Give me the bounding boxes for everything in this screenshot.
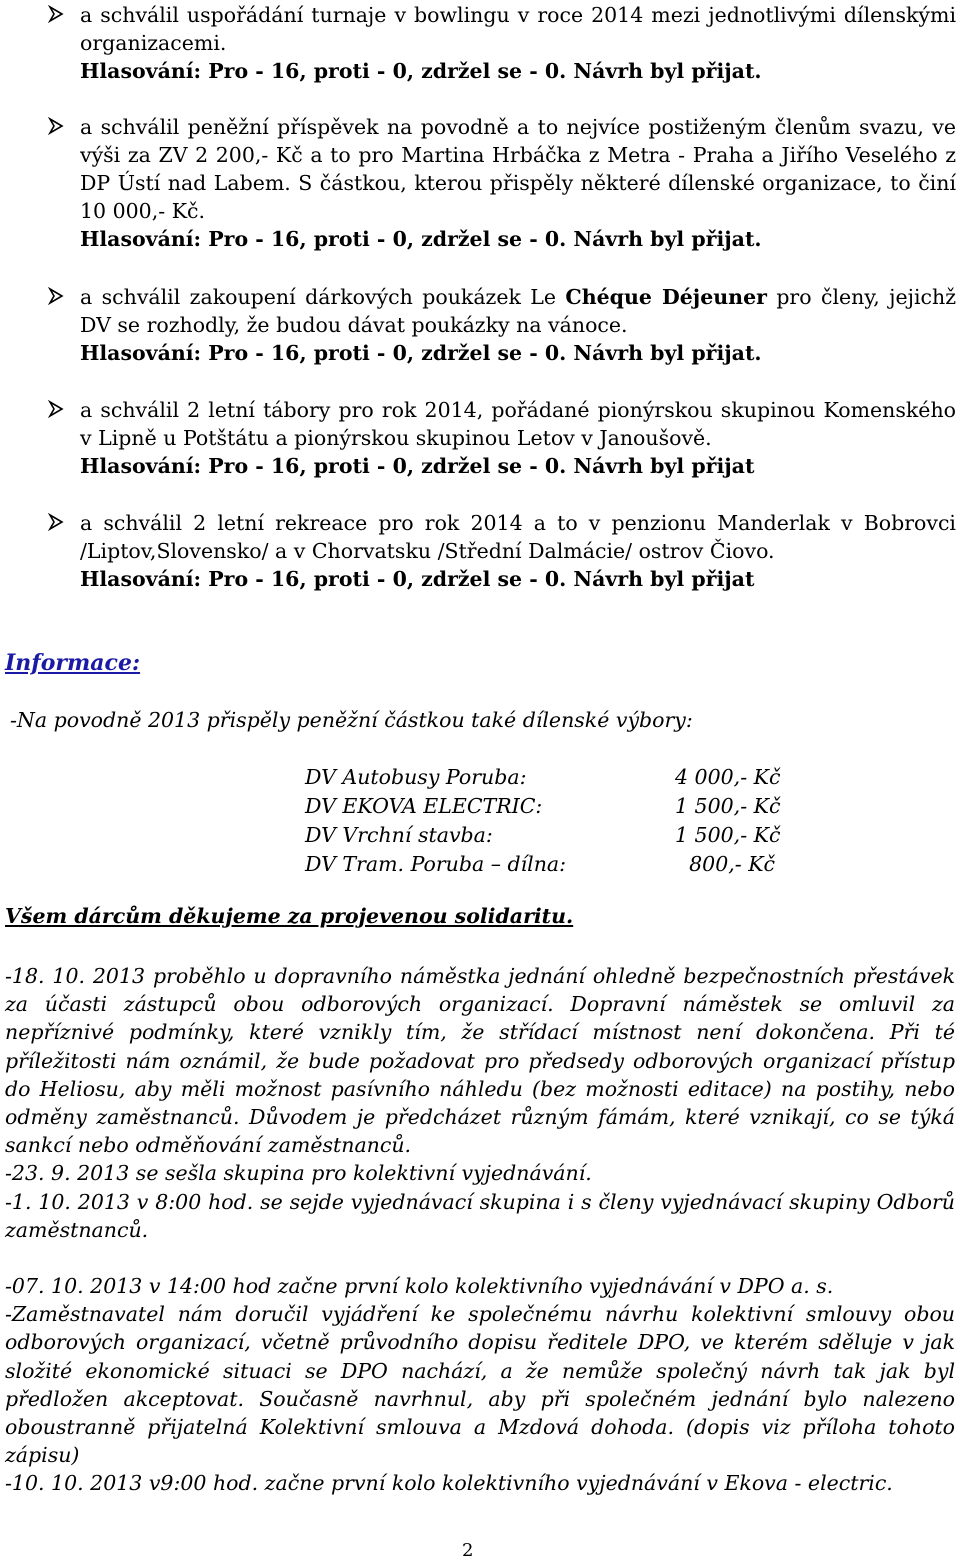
resolution-text: a schválil uspořádání turnaje v bowlingu v roce 2014 mezi jednotlivými dílenskými organizacemi. — [80, 3, 956, 55]
vote-result: Hlasování: Pro - 16, proti - 0, zdržel se - 0. Návrh byl přijat — [80, 454, 755, 478]
resolution-item — [0, 113, 960, 253]
note-paragraph: -23. 9. 2013 se sešla skupina pro kolektivní vyjednávání. — [5, 1161, 592, 1186]
note-paragraph: -10. 10. 2013 v9:00 hod. začne první kolo kolektivního vyjednávání v Ekova - electric. — [5, 1471, 893, 1496]
resolution-text-part: pro členy, jejichž DV se rozhodly, že budou dávat poukázky na vánoce. — [80, 285, 956, 337]
resolution-text-part: a schválil zakoupení dárkových poukázek Le — [80, 285, 566, 309]
donor-name: DV Autobusy Poruba: — [305, 765, 527, 789]
donation-amount: 1 500,- Kč — [675, 794, 781, 818]
resolution-text: a schválil 2 letní rekreace pro rok 2014 a to v penzionu Manderlak v Bobrovci /Liptov,Slovensko/ a v Chorvatsku /Střední Dalmácie/ ostrov Čiovo. — [80, 511, 956, 563]
resolution-text: a schválil peněžní příspěvek na povodně a to nejvíce postiženým členům svazu, ve výši za ZV 2 200,- Kč a to pro Martina Hrbáčka z Metra - Praha a Jiřího Veselého z DP Ústí nad Labem. S částkou, kterou přispěly některé dílenské organizace, to činí 10 000,- Kč. — [80, 115, 956, 223]
donation-amount: 1 500,- Kč — [675, 823, 781, 847]
resolution-item — [0, 509, 960, 593]
thanks-note: Všem dárcům děkujeme za projevenou solidaritu. — [5, 904, 574, 928]
vote-result: Hlasování: Pro - 16, proti - 0, zdržel se - 0. Návrh byl přijat. — [80, 341, 762, 365]
donation-amount: 800,- Kč — [689, 852, 775, 876]
arrow-bullet-icon — [48, 287, 64, 305]
page-number: 2 — [462, 1540, 474, 1561]
donor-name: DV Tram. Poruba – dílna: — [305, 852, 567, 876]
resolution-item — [0, 1, 960, 85]
donor-name: DV EKOVA ELECTRIC: — [305, 794, 543, 818]
resolution-item — [0, 396, 960, 480]
vote-result: Hlasování: Pro - 16, proti - 0, zdržel se - 0. Návrh byl přijat. — [80, 59, 762, 83]
note-paragraph: -07. 10. 2013 v 14:00 hod začne první kolo kolektivního vyjednávání v DPO a. s. — [5, 1274, 834, 1299]
note-paragraph: -18. 10. 2013 proběhlo u dopravního náměstka jednání ohledně bezpečnostních přestávek za účasti zástupců obou odborových organizací. Dopravní náměstek se omluvil za nepříznivé podmínky, které vznikly tím, že střídací místnost není dokončena. Při té příležitosti nám oznámil, že bude požadovat pro předsedy odborových organizací přístup do Heliosu, aby měli možnost pasívního náhledu (bez možnosti editace) na postihy, nebo odměny zaměstnanců. Důvodem je předcházet různým fámám, které vznikají, co se týká sankcí nebo odměňování zaměstnanců. — [5, 964, 955, 1158]
info-heading: Informace: — [5, 650, 141, 676]
resolution-text — [80, 283, 956, 339]
donation-amount: 4 000,- Kč — [675, 765, 781, 789]
resolution-item — [0, 283, 960, 367]
arrow-bullet-icon — [48, 400, 64, 418]
arrow-bullet-icon — [48, 513, 64, 531]
resolution-text: a schválil 2 letní tábory pro rok 2014, pořádané pionýrskou skupinou Komenského v Lipně u Potštátu a pionýrskou skupinou Letov v Janoušově. — [80, 398, 956, 450]
notes-section — [5, 962, 955, 1498]
vote-result: Hlasování: Pro - 16, proti - 0, zdržel se - 0. Návrh byl přijat — [80, 567, 755, 591]
note-paragraph: -1. 10. 2013 v 8:00 hod. se sejde vyjednávací skupina i s členy vyjednávací skupiny Odborů zaměstnanců. — [5, 1189, 955, 1242]
spacer — [5, 1244, 955, 1272]
voucher-name: Chéque Déjeuner — [565, 285, 767, 309]
note-paragraph: -Zaměstnavatel nám doručil vyjádření ke společnému návrhu kolektivní smlouvy obou odborových organizací, včetně průvodního dopisu ředitele DPO, ve kterém sděluje v jak složité ekonomické situaci se DPO nachází, a že nemůže společný návrh tak jak byl předložen akceptovat. Současně navrhnul, aby při společném jednání bylo nalezeno oboustranně přijatelná Kolektivní smlouva a Mzdová dohoda. (dopis viz příloha tohoto zápisu) — [5, 1302, 955, 1468]
arrow-bullet-icon — [48, 5, 64, 23]
donor-name: DV Vrchní stavba: — [305, 823, 493, 847]
donation-intro: -Na povodně 2013 přispěly peněžní částkou také dílenské výbory: — [10, 708, 693, 732]
arrow-bullet-icon — [48, 117, 64, 135]
vote-result: Hlasování: Pro - 16, proti - 0, zdržel se - 0. Návrh byl přijat. — [80, 227, 762, 251]
